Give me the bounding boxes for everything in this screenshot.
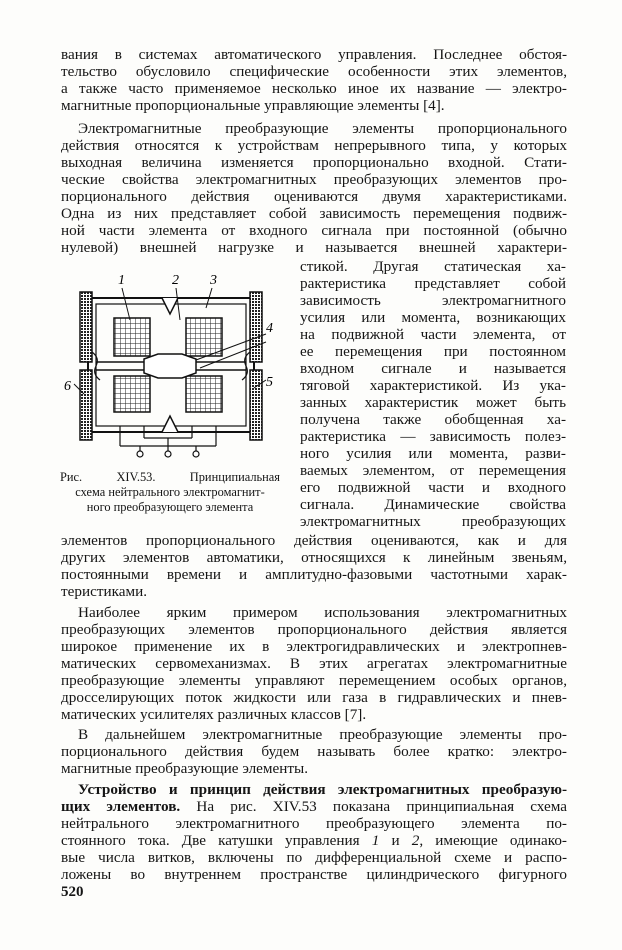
text-line: получена также обобщенная ха- <box>300 411 566 428</box>
armature <box>144 354 196 378</box>
coil-lower-left <box>114 376 150 412</box>
text-line: других элементов автоматики, относящихся к линейным звеньям, <box>61 549 567 566</box>
section-heading: Устройство и принцип действия электромагнитных преобразую- <box>78 781 567 798</box>
figure-label-4: 4 <box>266 321 273 336</box>
text-line: входном сигнале и называется <box>300 360 566 377</box>
text-line: преобразующих элементов пропорционального действия является <box>61 621 567 638</box>
text-line: тяговой характеристикой. Из ука- <box>300 377 566 394</box>
coil-2 <box>186 318 222 356</box>
text-segment: и <box>379 832 412 849</box>
figure-label-1: 1 <box>118 273 125 288</box>
text-line: рактеристика представляет собой <box>300 275 566 292</box>
figure-label-6: 6 <box>64 379 71 394</box>
text-line: нулевой) внешней нагрузке и называется внешней характери- <box>61 239 567 256</box>
text-line: усилия или момента, возникающих <box>300 309 566 326</box>
caption-line: схема нейтрального электромагнит- <box>75 485 265 499</box>
schematic-diagram <box>60 268 280 468</box>
text-segment: , имеющие одинако- <box>419 832 567 849</box>
figure-label-3: 3 <box>210 273 217 288</box>
text-line: занных характеристик может быть <box>300 394 566 411</box>
text-line: магнитные преобразующие элементы. <box>61 760 309 777</box>
text-line: ного усилия или момента, разви- <box>300 445 566 462</box>
caption-line: ного преобразующего элемента <box>86 500 254 514</box>
terminal <box>137 451 143 457</box>
text-line: Одна из них представляет собой зависимость перемещения подвиж- <box>61 205 567 222</box>
text-segment: стоянного тока. Две катушки управления <box>61 832 372 849</box>
coil-lower-right <box>186 376 222 412</box>
text-line: матических сервомеханизмах. В этих агрегатах электромагнитные <box>61 655 567 672</box>
text-line: сигнала. Динамические свойства <box>300 496 566 513</box>
text-line: широкое применение их в электрогидравлических и электропнев- <box>61 638 567 655</box>
coil-1 <box>114 318 150 356</box>
text-line: ваемых элементом, от перемещения <box>300 462 566 479</box>
text-line: на подвижной части элемента, от <box>300 326 566 343</box>
page-number: 520 <box>61 884 84 900</box>
text-line: ной части элемента от входного сигнала при постоянной (обычно <box>61 222 567 239</box>
section-heading-end: щих элементов. <box>61 798 181 815</box>
caption-line: Рис. XIV.53. Принципиальная <box>60 470 280 484</box>
figure-label-2: 2 <box>172 273 179 288</box>
text-line: порционального действия оцениваются двумя характеристиками. <box>61 188 567 205</box>
text-line: ложены во внутреннем пространстве цилиндрического фигурного <box>61 866 567 883</box>
text-line: В дальнейшем электромагнитные преобразующие элементы про- <box>78 726 567 743</box>
text-line: стикой. Другая статическая ха- <box>300 258 566 275</box>
figure-schematic <box>60 268 280 468</box>
text-line: матических усилителях различных классов [7]. <box>61 706 367 723</box>
text-line: Электромагнитные преобразующие элементы пропорционального <box>78 120 567 137</box>
text-line: порционального действия будем называть более кратко: электро- <box>61 743 567 760</box>
figure-label-5: 5 <box>266 375 273 390</box>
text-line: ее перемещения при постоянном <box>300 343 566 360</box>
terminal <box>165 451 171 457</box>
text-line: его подвижной части и входного <box>300 479 566 496</box>
text-line: теристиками. <box>61 583 148 600</box>
text-line: дросселирующих поток жидкости или газа в гидравлических и пнев- <box>61 689 567 706</box>
text-line: ческие свойства электромагнитных преобразующих элементов про- <box>61 171 567 188</box>
text-line: электромагнитных преобразующих <box>300 513 566 530</box>
text-segment: На рис. XIV.53 показана принципиальная схема <box>180 798 567 815</box>
text-line: а также часто применяемое несколько иное их название — электро- <box>61 80 567 97</box>
text-line: вания в системах автоматического управления. Последнее обстоя- <box>61 46 567 63</box>
text-line: постоянными времени и амплитудно-фазовыми частотными харак- <box>61 566 567 583</box>
text-line: рактеристика — зависимость полез- <box>300 428 566 445</box>
text-line <box>61 798 567 815</box>
text-line: элементов пропорционального действия оцениваются, как и для <box>61 532 567 549</box>
text-line: Наиболее ярким примером использования электромагнитных <box>78 604 567 621</box>
text-line: действия относятся к устройствам непрерывного типа, у которых <box>61 137 567 154</box>
coil-ref-1: 1 <box>371 832 380 849</box>
text-line: преобразующие элементы управляют перемещением особых органов, <box>61 672 567 689</box>
text-line: магнитные пропорциональные управляющие элементы [4]. <box>61 97 445 114</box>
coil-ref-2: 2 <box>411 832 420 849</box>
text-line: вые числа витков, включены по дифференциальной схеме и распо- <box>61 849 567 866</box>
text-line <box>61 832 567 849</box>
figure-caption <box>60 470 280 515</box>
text-line: зависимость электромагнитного <box>300 292 566 309</box>
text-line: тельство обусловило специфические особенности этих элементов, <box>61 63 567 80</box>
text-line: нейтрального электромагнитного преобразующего элемента по- <box>61 815 567 832</box>
text-line: выходная величина изменяется пропорционально входной. Стати- <box>61 154 567 171</box>
terminal <box>193 451 199 457</box>
